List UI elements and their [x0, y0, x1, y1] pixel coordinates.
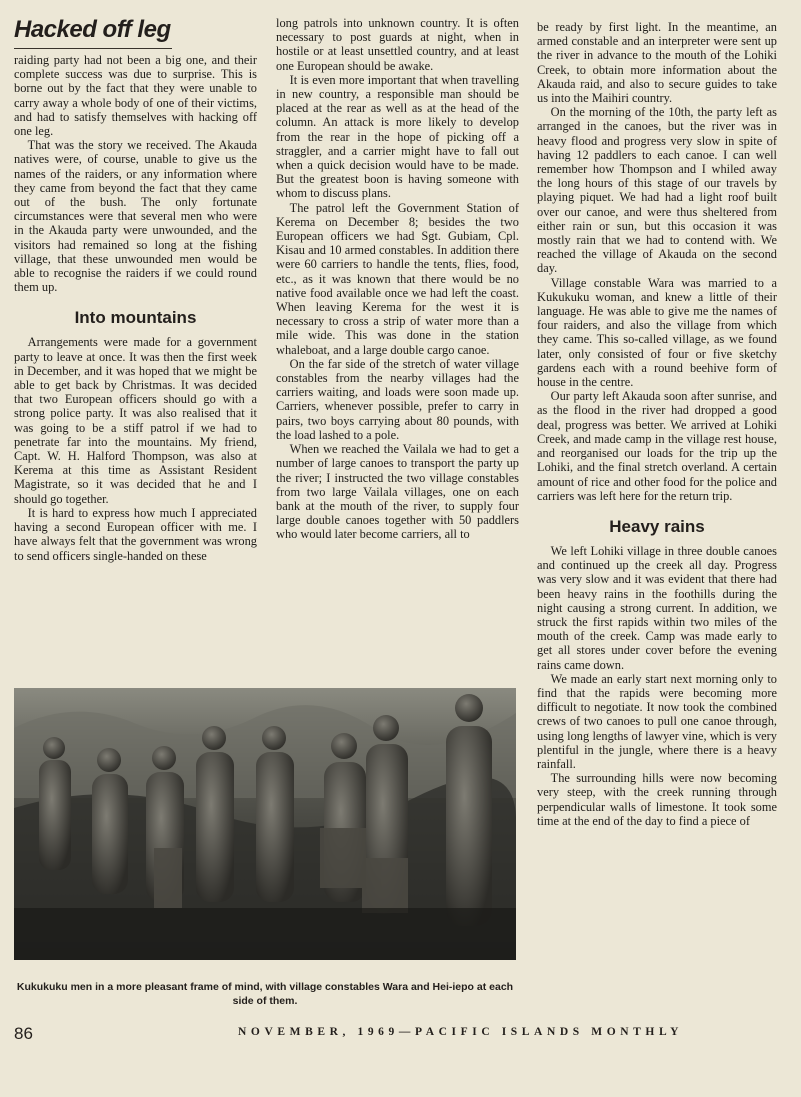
paragraph: The surrounding hills were now becoming very steep, with the creek running through perpendicular walls of limestone. It took some time at the end of the day to find a piece of — [537, 771, 777, 828]
page-number: 86 — [14, 1024, 33, 1043]
kukukuku-men-photo — [14, 688, 516, 960]
paragraph: be ready by first light. In the meantime, an armed constable and an interpreter were sent up the river in advance to the mouth of the Lohiki Creek, to obtain more information about the Akauda raid, and also to secure guides to take us into the Maihiri country. — [537, 20, 777, 106]
col1-text — [14, 53, 257, 294]
column-3 — [537, 20, 777, 828]
publication-footer: NOVEMBER, 1969—PACIFIC ISLANDS MONTHLY — [238, 1026, 684, 1038]
column-1 — [14, 16, 257, 563]
paragraph: It is even more important that when travelling in new country, a responsible man should be placed at the rear as well as at the head of the column. An attack is more likely to develop from the rear in the hope of picking off a straggler, and a carrier might have to fall out when a quick decision would have to be made. But the greatest boon is having someone with whom to discuss plans. — [276, 72, 519, 201]
paragraph: We made an early start next morning only to find that the rapids were becoming more difficult to negotiate. It now took the combined crews of two canoes to pull one canoe through, using long lengths of lawyer vine, which is very plentiful in the jungle, where there is a heavy rainfall. — [537, 671, 777, 771]
col1b-text — [14, 335, 257, 562]
paragraph: Village constable Wara was married to a Kukukuku woman, and knew a little of their language. He was able to give me the names of four raiders, and also the village from which they came. This so-called village, as we found later, only consisted of four or five sketchy gardens each with a round beehive form of house in the centre. — [537, 275, 777, 390]
paragraph: Our party left Akauda soon after sunrise, and as the flood in the river had dropped a good deal, progress was better. We arrived at Lohiki Creek, and made camp in the village rest house, and reorganised our loads for the trip up the Lohiki, and the final stretch overland. A certain amount of rice and other food for the police and carriers was left here for the return trip. — [537, 389, 777, 503]
paragraph: On the far side of the stretch of water village constables from the nearby villages had the carriers waiting, and loads were soon made up. Carriers, whenever possible, prefer to carry in pairs, two boys carrying about 80 pounds, with the load lashed to a pole. — [276, 356, 519, 442]
paragraph: We left Lohiki village in three double canoes and continued up the creek all day. Progress was very slow and it was evident that there had been heavy rains in the foothills during the night causing a strong current. In addition, we struck the first rapids within two miles of the mouth of the creek. Camp was made early to get all stores under cover before the evening rains came down. — [537, 543, 777, 672]
subheading-heavy-rains: Heavy rains — [609, 516, 705, 536]
photo-caption: Kukukuku men in a more pleasant frame of mind, with village constables Wara and Hei-iepo at each side of them. — [16, 981, 514, 1007]
photo-illustration — [14, 688, 516, 960]
paragraph: It is hard to express how much I appreciated having a second European officer with me. I have always felt that the government was wrong to send officers single-handed on these — [14, 505, 257, 563]
paragraph: When we reached the Vailala we had to get a number of large canoes to transport the party up the river; I instructed the two village constables from two large Vailala villages, one on each bank at the mouth of the river, to supply four large double canoes together with 50 paddlers who would later become carriers, all to — [276, 442, 519, 542]
subheading-into-mountains: Into mountains — [74, 308, 197, 328]
article-title: Hacked off leg — [14, 16, 172, 49]
paragraph: raiding party had not been a big one, and their complete success was due to surprise. This is borne out by the fact that they were unable to carry away a whole body of one of their victims, and had to satisfy themselves with hacking off one leg. — [14, 53, 257, 139]
paragraph: On the morning of the 10th, the party left as arranged in the canoes, but the river was in heavy flood and progress very slow in spite of having 12 paddlers to each canoe. I can well remember how Thompson and I whiled away the long hours of this stage of our travels by playing piquet. We had had a light roof built over our canoe, and were thus sheltered from either rain or sun, but this occasion it was mostly rain that we had to contend with. We reached the village of Akauda on the second day. — [537, 105, 777, 276]
paragraph: long patrols into unknown country. It is often necessary to post guards at night, when in hostile or at least unsettled country, and at least one European should be awake. — [276, 16, 519, 73]
paragraph: The patrol left the Government Station of Kerema on December 8; besides the two European officers we had Sgt. Gubiam, Cpl. Kisau and 10 armed constables. In addition there were 60 carriers to handle the tents, flies, food, etc., as it was known that there would be no native food available once we had left the coast. When leaving Kerema for the west it is necessary to cross a strip of water more than a mile wide. This was done in the station whaleboat, and a large double cargo canoe. — [276, 200, 519, 357]
paragraph: That was the story we received. The Akauda natives were, of course, unable to give us the names of the raiders, or any information where they came from beyond the fact that they came out of the bush. The only fortunate circumstances were that several men who were in the Akauda party were unwounded, and the visitors had remained so long at the fishing village, that these unwounded men would be able to recognise the raiders if we could round them up. — [14, 138, 257, 295]
column-2 — [276, 16, 519, 542]
paragraph: Arrangements were made for a government party to leave at once. It was then the first week in December, and it was hoped that we might be able to get back by Christmas. It was decided that two European officers should go with a strong police party. It was also realised that it was going to be a stiff patrol if we had to penetrate far into the mountains. My friend, Capt. W. H. Halford Thompson, was also at Kerema at this time as Assistant Resident Magistrate, so it was decided that he and I should go together. — [14, 335, 257, 506]
